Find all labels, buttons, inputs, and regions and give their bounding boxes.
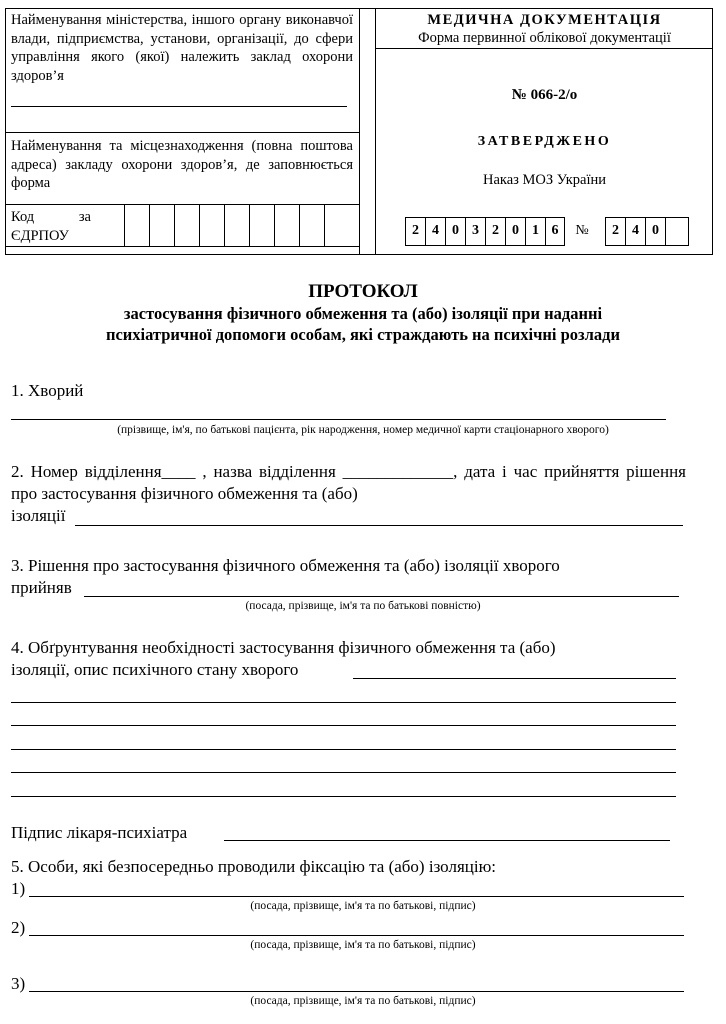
order-number-digit: 0 xyxy=(645,217,665,245)
order-date-digit: 6 xyxy=(545,217,565,245)
person-1-field[interactable] xyxy=(29,896,684,897)
header-bottom-border xyxy=(5,254,713,255)
order-date-digit: 2 xyxy=(405,217,425,245)
form-number: № 066-2/о xyxy=(511,87,578,103)
person-2-hint: (посада, прізвище, ім'я та по батькові, підпис) xyxy=(250,939,476,951)
header-row-divider-1 xyxy=(5,132,360,133)
form-header xyxy=(5,8,713,255)
persons-label: 5. Особи, які безпосередньо проводили фіксацію та (або) ізоляцію: xyxy=(11,857,497,876)
justification-text: 4. Обґрунтування необхідності застосування фізичного обмеження та (або) xyxy=(11,638,556,657)
protocol-subtitle-line1: застосування фізичного обмеження та (або) ізоляції при наданні xyxy=(123,304,603,323)
form-type: Форма первинної облікової документації xyxy=(418,30,671,46)
patient-field-hint: (прізвище, ім'я, по батькові пацієнта, рік народження, номер медичної карти стаціонарного хворого) xyxy=(117,424,609,436)
decision-datetime-field[interactable] xyxy=(75,525,683,526)
justification-line[interactable] xyxy=(11,725,676,726)
mental-state-label: ізоляції, опис психічного стану хворого xyxy=(11,660,299,679)
decision-maker-hint: (посада, прізвище, ім'я та по батькові повністю) xyxy=(245,600,481,612)
order-number-digit: 4 xyxy=(625,217,645,245)
header-row-divider-2 xyxy=(5,204,360,205)
order-date-digit: 4 xyxy=(425,217,445,245)
person-3-hint: (посада, прізвище, ім'я та по батькові, підпис) xyxy=(250,995,476,1007)
protocol-title: ПРОТОКОЛ xyxy=(308,281,418,302)
order-number-digit: 2 xyxy=(605,217,625,245)
justification-line[interactable] xyxy=(11,749,676,750)
person-2-field[interactable] xyxy=(29,935,684,936)
psychiatrist-signature-label: Підпис лікаря-психіатра xyxy=(11,823,188,842)
psychiatrist-signature-field[interactable] xyxy=(224,840,670,841)
patient-field[interactable] xyxy=(11,419,666,420)
person-2-label: 2) xyxy=(11,918,26,937)
ministry-fill-line[interactable] xyxy=(11,106,347,107)
decision-maker-field[interactable] xyxy=(84,596,679,597)
order-date-digit: 0 xyxy=(445,217,465,245)
protocol-subtitle-line2: психіатричної допомоги особам, які страждають на психічні розлади xyxy=(105,325,621,344)
accepted-by-label: прийняв xyxy=(11,578,72,597)
person-1-label: 1) xyxy=(11,879,26,898)
order-date-digit: 2 xyxy=(485,217,505,245)
order-date-digit: 1 xyxy=(525,217,545,245)
med-doc-title: МЕДИЧНА ДОКУМЕНТАЦІЯ xyxy=(427,12,662,28)
edrpou-label: Код за ЄДРПОУ xyxy=(11,209,91,244)
mental-state-field[interactable] xyxy=(353,678,676,679)
decision-maker-text: 3. Рішення про застосування фізичного обмеження та (або) ізоляції хворого xyxy=(11,556,560,575)
person-1-hint: (посада, прізвище, ім'я та по батькові, підпис) xyxy=(250,900,476,912)
approved-label: ЗАТВЕРДЖЕНО xyxy=(477,134,612,149)
order-date-digit: 0 xyxy=(505,217,525,245)
department-decision-text: 2. Номер відділення____ , назва відділення _____________, дата і час прийняття рішення про застосування фізичного обмеження та (або) xyxy=(11,462,686,503)
justification-line[interactable] xyxy=(11,702,676,703)
order-number-digit xyxy=(665,217,689,245)
facility-label: Найменування та місцезнаходження (повна поштова адреса) закладу охорони здоров’я, де заповнюється форма xyxy=(11,138,353,191)
person-3-field[interactable] xyxy=(29,991,684,992)
patient-label: 1. Хворий xyxy=(11,381,84,400)
isolation-label: ізоляції xyxy=(11,506,66,525)
justification-line[interactable] xyxy=(11,796,676,797)
person-3-label: 3) xyxy=(11,974,26,993)
order-date-digit: 3 xyxy=(465,217,485,245)
ministry-label: Найменування міністерства, іншого органу виконавчої влади, підприємства, установи, організації, до сфери управління якого (якої) належить заклад охорони здоров’я xyxy=(11,12,353,84)
header-bottom-border-left xyxy=(5,246,360,247)
order-number-sign: № xyxy=(575,223,589,238)
header-right-divider xyxy=(376,48,713,49)
order-issuer: Наказ МОЗ України xyxy=(482,172,607,188)
justification-line[interactable] xyxy=(11,772,676,773)
